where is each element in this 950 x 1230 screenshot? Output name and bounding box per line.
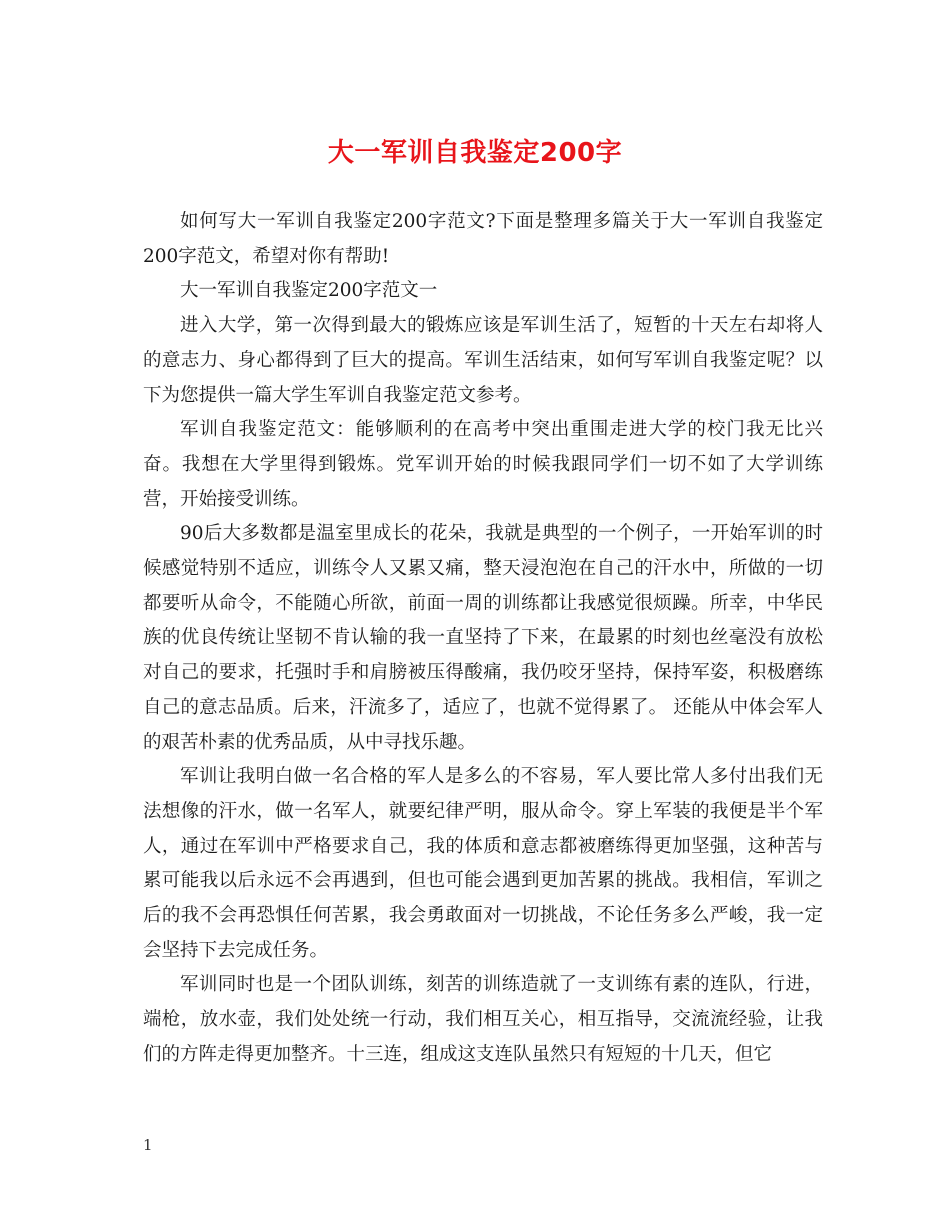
document-body: [143, 205, 823, 1073]
paragraph-5: 军训同时也是一个团队训练，刻苦的训练造就了一支训练有素的连队，行进，端枪，放水壶，我们处处统一行动，我们相互关心，相互指导，交流流经验，让我们的方阵走得更加整齐。十三连，组成这支连队虽然只有短短的十几天，但它: [143, 974, 823, 1065]
page-number: 1: [143, 1136, 153, 1154]
paragraph-intro: 如何写大一军训自我鉴定200字范文?下面是整理多篇关于大一军训自我鉴定200字范文，希望对你有帮助!: [143, 211, 823, 267]
document-title: 大一军训自我鉴定200字: [327, 138, 623, 168]
paragraph-subheading: 大一军训自我鉴定200字范文一: [180, 280, 438, 302]
paragraph-2: 军训自我鉴定范文：能够顺利的在高考中突出重围走进大学的校门我无比兴奋。我想在大学里得到锻炼。党军训开始的时候我跟同学们一切不如了大学训练营，开始接受训练。: [143, 419, 823, 510]
paragraph-3: 90后大多数都是温室里成长的花朵，我就是典型的一个例子，一开始军训的时候感觉特别不适应，训练令人又累又痛，整天浸泡泡在自己的汗水中，所做的一切都要听从命令，不能随心所欲，前面一周的训练都让我感觉很烦躁。所幸，中华民族的优良传统让坚韧不肯认输的我一直坚持了下来，在最累的时刻也丝毫没有放松对自己的要求，托强时手和肩膀被压得酸痛，我仍咬牙坚持，保持军姿，积极磨练自己的意志品质。后来，汗流多了，适应了，也就不觉得累了。 还能从中体会军人的艰苦朴素的优秀品质，从中寻找乐趣。: [143, 523, 823, 753]
paragraph-1: 进入大学，第一次得到最大的锻炼应该是军训生活了，短暂的十天左右却将人的意志力、身心都得到了巨大的提高。军训生活结束，如何写军训自我鉴定呢？以下为您提供一篇大学生军训自我鉴定范文参考。: [143, 315, 823, 406]
paragraph-4: 军训让我明白做一名合格的军人是多么的不容易，军人要比常人多付出我们无法想像的汗水，做一名军人，就要纪律严明，服从命令。穿上军装的我便是半个军人，通过在军训中严格要求自己，我的体质和意志都被磨练得更加坚强，这种苦与累可能我以后永远不会再遇到，但也可能会遇到更加苦累的挑战。我相信，军训之后的我不会再恐惧任何苦累，我会勇敢面对一切挑战，不论任务多么严峻，我一定会坚持下去完成任务。: [143, 766, 823, 961]
